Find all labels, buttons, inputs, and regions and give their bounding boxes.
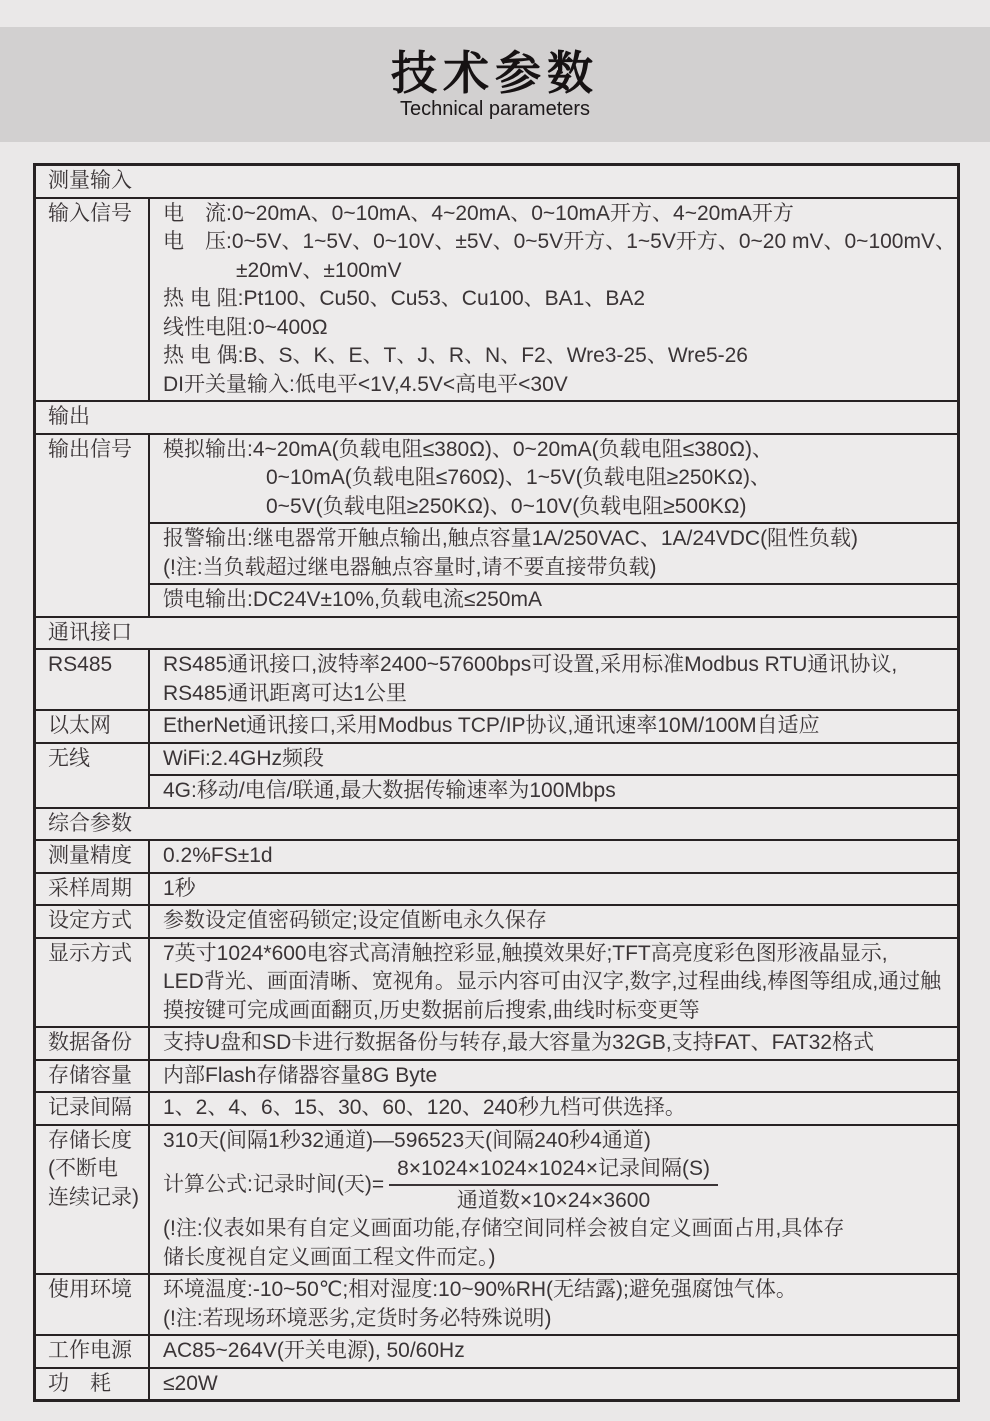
param-value-line: 热 电 偶:B、S、K、E、T、J、R、N、F2、Wre3-25、Wre5-26 [163, 344, 748, 367]
value-subrow [150, 650, 957, 709]
param-value [150, 1028, 957, 1059]
param-label [36, 841, 150, 872]
param-row [36, 1369, 957, 1400]
param-value-line: AC85~264V(开关电源), 50/60Hz [163, 1339, 465, 1362]
param-label [36, 1126, 150, 1274]
param-label [36, 711, 150, 742]
param-label [36, 1336, 150, 1367]
page-subtitle: Technical parameters [399, 97, 591, 120]
param-label [36, 199, 150, 401]
param-row [36, 1275, 957, 1336]
param-value-line: 310天(间隔1秒32通道)—596523天(间隔240秒4通道) [163, 1128, 651, 1152]
param-value-line: 0.2%FS±1d [163, 844, 273, 867]
param-label-line: 测量精度 [48, 844, 132, 867]
param-label-line: 记录间隔 [48, 1096, 132, 1119]
param-value-line: 1、2、4、6、15、30、60、120、240秒九档可供选择。 [163, 1096, 686, 1119]
param-value [150, 744, 957, 807]
formula-denominator: 通道数×10×24×3600 [456, 1189, 651, 1212]
param-value [150, 1275, 957, 1334]
param-value [150, 1369, 957, 1400]
param-value-line: 环境温度:-10~50℃;相对湿度:10~90%RH(无结露);避免强腐蚀气体。 [163, 1278, 797, 1301]
value-subrow [150, 939, 957, 1027]
value-subrow [150, 1093, 957, 1124]
param-value-line: RS485通讯接口,波特率2400~57600bps可设置,采用标准Modbus RTU通讯协议, [163, 653, 898, 676]
param-value-line: 线性电阻:0~400Ω [163, 315, 328, 339]
formula-prefix: 计算公式:记录时间(天)= [163, 1172, 385, 1196]
section-header-row: 综合参数 [36, 809, 957, 842]
param-value [150, 711, 957, 742]
param-label-line: 输出信号 [48, 437, 132, 461]
param-value [150, 874, 957, 905]
param-label-line: RS485 [48, 653, 113, 676]
param-label-line: 输入信号 [48, 201, 132, 225]
param-row [36, 1336, 957, 1369]
param-label [36, 1028, 150, 1059]
param-value-line: WiFi:2.4GHz频段 [163, 746, 325, 770]
param-value [150, 906, 957, 937]
section-header-row: 输出 [36, 402, 957, 435]
param-label [36, 1061, 150, 1092]
value-subrow [150, 524, 957, 585]
param-label [36, 1369, 150, 1400]
param-label-line: 存储容量 [48, 1063, 132, 1087]
param-value-line: 7英寸1024*600电容式高清触控彩显,触摸效果好;TFT高亮度彩色图形液晶显示, [163, 941, 888, 965]
value-subrow [150, 199, 957, 401]
param-value-line: 摸按键可完成画面翻页,历史数据前后搜索,曲线时标变更等 [163, 998, 700, 1022]
param-value [150, 650, 957, 709]
param-value-line: EtherNet通讯接口,采用Modbus TCP/IP协议,通讯速率10M/100M自适应 [163, 714, 820, 737]
param-label-line: 功 耗 [48, 1371, 111, 1395]
param-row [36, 1028, 957, 1061]
formula-numerator: 8×1024×1024×1024×记录间隔(S) [389, 1155, 718, 1186]
param-row [36, 1061, 957, 1094]
param-value [150, 1061, 957, 1092]
param-value-line: 参数设定值密码锁定;设定值断电永久保存 [163, 909, 547, 932]
param-label [36, 744, 150, 807]
param-label [36, 906, 150, 937]
param-row [36, 906, 957, 939]
value-subrow [150, 1126, 957, 1274]
param-value-line: 报警输出:继电器常开触点输出,触点容量1A/250VAC、1A/24VDC(阻性负载) [163, 527, 859, 550]
param-value-line: 热 电 阻:Pt100、Cu50、Cu53、Cu100、BA1、BA2 [163, 287, 646, 310]
storage-formula [163, 1155, 957, 1215]
title-band [0, 27, 990, 142]
param-value-line: LED背光、画面清晰、宽视角。显示内容可由汉字,数字,过程曲线,棒图等组成,通过触 [163, 970, 942, 993]
param-label [36, 874, 150, 905]
value-subrow [150, 1369, 957, 1400]
param-row [36, 939, 957, 1029]
param-label-line: 无线 [48, 746, 90, 770]
param-row [36, 874, 957, 907]
param-value-line: 内部Flash存储器容量8G Byte [163, 1063, 438, 1087]
value-subrow [150, 744, 957, 777]
param-value-line: 0~10mA(负载电阻≤760Ω)、1~5V(负载电阻≥250KΩ)、 [266, 466, 771, 489]
value-subrow [150, 841, 957, 872]
param-row [36, 199, 957, 403]
param-label [36, 435, 150, 616]
param-row [36, 1126, 957, 1276]
param-label-line: 工作电源 [48, 1339, 132, 1362]
param-value-line: 4G:移动/电信/联通,最大数据传输速率为100Mbps [163, 779, 616, 802]
param-value-line: ±20mV、±100mV [236, 258, 402, 282]
value-subrow [150, 906, 957, 937]
param-value-line: 储长度视自定义画面工程文件而定。) [163, 1245, 496, 1269]
param-label-line: 显示方式 [48, 941, 132, 965]
param-value [150, 939, 957, 1027]
value-subrow [150, 1061, 957, 1092]
value-subrow [150, 874, 957, 905]
param-label [36, 1275, 150, 1334]
param-row [36, 1093, 957, 1126]
spec-page [0, 27, 990, 1402]
param-label [36, 1093, 150, 1124]
param-label-line: 采样周期 [48, 876, 132, 900]
param-value-line: 模拟输出:4~20mA(负载电阻≤380Ω)、0~20mA(负载电阻≤380Ω)、 [163, 437, 773, 461]
param-label-line: 设定方式 [48, 909, 132, 932]
param-value-line: 0~5V(负载电阻≥250KΩ)、0~10V(负载电阻≥500KΩ) [266, 494, 747, 518]
param-value [150, 435, 957, 616]
value-subrow [150, 435, 957, 525]
param-value-line: 馈电输出:DC24V±10%,负载电流≤250mA [163, 588, 542, 611]
param-row [36, 435, 957, 618]
param-value-line: RS485通讯距离可达1公里 [163, 681, 407, 705]
value-subrow [150, 776, 957, 807]
param-row [36, 744, 957, 809]
param-label-line: 以太网 [48, 714, 111, 737]
param-label-line: 连续记录) [48, 1185, 139, 1209]
param-value-line: 电 压:0~5V、1~5V、0~10V、±5V、0~5V开方、1~5V开方、0~20 mV、0~100mV、 [163, 230, 956, 253]
spec-table [33, 163, 960, 1402]
param-value-line: (!注:仪表如果有自定义画面功能,存储空间同样会被自定义画面占用,具体存 [163, 1217, 845, 1240]
page-title: 技术参数 [391, 47, 599, 99]
param-label-line: 存储长度 [48, 1128, 132, 1152]
value-subrow [150, 1336, 957, 1367]
value-subrow [150, 1275, 957, 1334]
param-value-line: 1秒 [163, 876, 196, 900]
param-row [36, 650, 957, 711]
param-label [36, 939, 150, 1027]
value-subrow [150, 711, 957, 742]
param-value-line: 支持U盘和SD卡进行数据备份与转存,最大容量为32GB,支持FAT、FAT32格式 [163, 1031, 874, 1054]
param-value [150, 1336, 957, 1367]
section-header-row: 测量输入 [36, 166, 957, 199]
value-subrow [150, 585, 957, 616]
param-label-line: 使用环境 [48, 1278, 132, 1301]
param-value-line: ≤20W [163, 1371, 218, 1395]
param-row [36, 841, 957, 874]
param-value-line: (!注:当负载超过继电器触点容量时,请不要直接带负载) [163, 555, 657, 579]
param-value-line: DI开关量输入:低电平<1V,4.5V<高电平<30V [163, 372, 568, 396]
param-label-line: 数据备份 [48, 1031, 132, 1054]
value-subrow [150, 1028, 957, 1059]
param-label [36, 650, 150, 709]
param-value [150, 1126, 957, 1274]
param-value-line: (!注:若现场环境恶劣,定货时务必特殊说明) [163, 1306, 552, 1330]
param-value [150, 841, 957, 872]
param-value-line: 电 流:0~20mA、0~10mA、4~20mA、0~10mA开方、4~20mA开方 [163, 201, 794, 225]
section-header-row: 通讯接口 [36, 618, 957, 651]
param-value [150, 199, 957, 401]
formula-fraction [389, 1155, 718, 1215]
param-row [36, 711, 957, 744]
param-label-line: (不断电 [48, 1157, 118, 1180]
param-value [150, 1093, 957, 1124]
